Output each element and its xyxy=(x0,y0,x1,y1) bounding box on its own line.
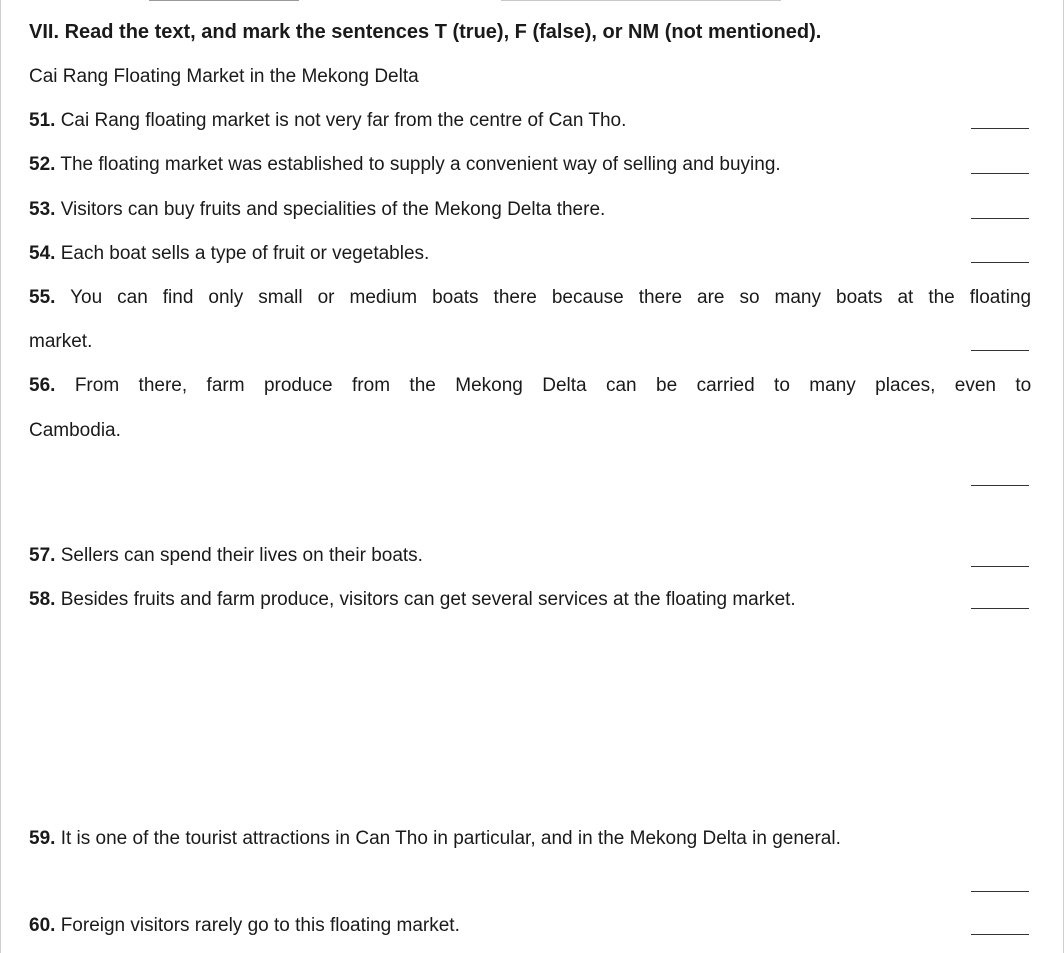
question-number: 59. xyxy=(29,828,56,849)
question-number: 54. xyxy=(29,243,56,264)
question-56-continuation: Cambodia. xyxy=(29,420,121,441)
top-cut-line xyxy=(501,0,781,1)
question-text: You can find only small or medium boats there because there are so many boats at the floating xyxy=(55,287,1032,308)
question-text: Visitors can buy fruits and specialities of the Mekong Delta there. xyxy=(55,199,606,220)
answer-blank-59[interactable] xyxy=(971,891,1029,892)
question-number: 51. xyxy=(29,110,56,131)
question-number: 57. xyxy=(29,545,56,566)
exercise-heading: VII. Read the text, and mark the sentences T (true), F (false), or NM (not mentioned). xyxy=(29,21,822,43)
question-text: It is one of the tourist attractions in Can Tho in particular, and in the Mekong Delta in general. xyxy=(55,828,841,849)
top-cut-line xyxy=(149,0,299,1)
question-number: 60. xyxy=(29,915,56,936)
question-number: 58. xyxy=(29,589,56,610)
question-54 xyxy=(29,242,429,266)
answer-blank-54[interactable] xyxy=(971,262,1029,263)
question-55 xyxy=(29,286,1031,310)
answer-blank-51[interactable] xyxy=(971,128,1029,129)
answer-blank-53[interactable] xyxy=(971,218,1029,219)
answer-blank-52[interactable] xyxy=(971,173,1029,174)
question-55-continuation: market. xyxy=(29,331,93,352)
question-number: 55. xyxy=(29,287,56,308)
question-53 xyxy=(29,198,605,222)
question-text: The floating market was established to supply a convenient way of selling and buying. xyxy=(55,154,781,175)
question-52 xyxy=(29,153,781,177)
question-text: Sellers can spend their lives on their boats. xyxy=(55,545,423,566)
question-60 xyxy=(29,914,460,938)
answer-blank-55[interactable] xyxy=(971,350,1029,351)
question-text: Each boat sells a type of fruit or vegetables. xyxy=(55,243,430,264)
question-text: Foreign visitors rarely go to this floating market. xyxy=(55,915,460,936)
question-number: 52. xyxy=(29,154,56,175)
answer-blank-57[interactable] xyxy=(971,566,1029,567)
answer-blank-58[interactable] xyxy=(971,608,1029,609)
question-text: Cai Rang floating market is not very far from the centre of Can Tho. xyxy=(55,110,627,131)
question-58 xyxy=(29,588,796,612)
question-text: From there, farm produce from the Mekong Delta can be carried to many places, even to xyxy=(55,375,1032,396)
question-text: Besides fruits and farm produce, visitors can get several services at the floating market. xyxy=(55,589,796,610)
question-56 xyxy=(29,374,1031,398)
answer-blank-60[interactable] xyxy=(971,934,1029,935)
question-number: 53. xyxy=(29,199,56,220)
question-57 xyxy=(29,544,423,568)
passage-title: Cai Rang Floating Market in the Mekong Delta xyxy=(29,66,419,87)
question-number: 56. xyxy=(29,375,56,396)
question-59 xyxy=(29,827,841,851)
question-51 xyxy=(29,109,626,133)
answer-blank-56[interactable] xyxy=(971,485,1029,486)
